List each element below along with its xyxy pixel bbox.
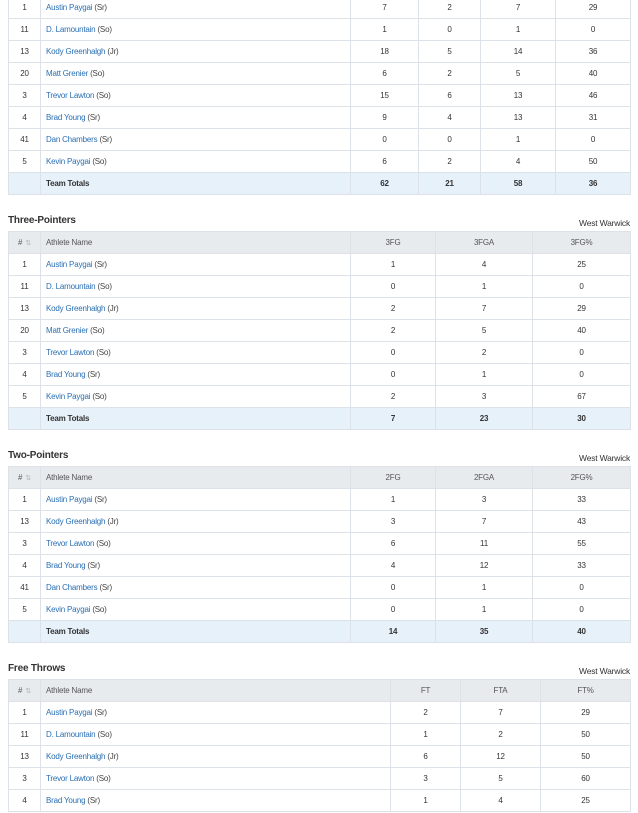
table-header [9,232,631,254]
table-row [9,364,631,386]
table-row [9,320,631,342]
table-row [9,129,631,151]
table-row [9,0,631,19]
sort-icon: ⇅ [25,240,31,247]
athlete-link[interactable]: Kody Greenhalgh [46,304,106,313]
athlete-class: (Sr) [94,260,107,269]
stat-cell: 60 [541,768,631,790]
free-throws-table [8,679,631,812]
athlete-class: (So) [92,392,107,401]
athlete-class: (Sr) [94,495,107,504]
athlete-class: (So) [90,69,105,78]
stat-cell: 0 [533,276,631,298]
stat-cell: 6 [351,151,419,173]
stat-cell: 40 [556,63,631,85]
athlete-link[interactable]: Trevor Lawton [46,539,95,548]
stat-cell: 43 [533,511,631,533]
athlete-class: (Sr) [99,583,112,592]
col-header-stat[interactable]: 2FG% [533,467,631,489]
stat-cell: 40 [533,320,631,342]
stat-cell: 0 [351,129,419,151]
athlete-class: (Jr) [107,752,119,761]
stat-cell: 33 [533,555,631,577]
table-row [9,63,631,85]
jersey-number: 5 [9,599,41,621]
table-header [9,467,631,489]
athlete-link[interactable]: Kevin Paygai [46,157,91,166]
table-row [9,746,631,768]
two-pointers-title: Two-Pointers [8,450,69,461]
athlete-class: (So) [90,326,105,335]
stat-cell: 3 [351,511,436,533]
jersey-number: 1 [9,254,41,276]
table-row [9,276,631,298]
athlete-link[interactable]: Dan Chambers [46,583,98,592]
total-cell: 14 [351,621,436,643]
stat-cell: 1 [391,790,461,812]
athlete-class: (So) [97,25,112,34]
table-row [9,511,631,533]
team-name: West Warwick [579,453,630,463]
total-cell: 35 [436,621,533,643]
stat-cell: 4 [419,107,481,129]
athlete-link[interactable]: D. Lamountain [46,25,96,34]
team-name: West Warwick [579,666,630,676]
stat-cell: 6 [351,533,436,555]
athlete-link[interactable]: Brad Young [46,561,86,570]
athlete-link[interactable]: Trevor Lawton [46,774,95,783]
stat-cell: 29 [556,0,631,19]
jersey-number: 3 [9,533,41,555]
table-row [9,724,631,746]
stat-cell: 13 [481,107,556,129]
col-header-stat[interactable]: 3FG% [533,232,631,254]
col-header-stat[interactable]: FTA [461,680,541,702]
stat-cell: 50 [541,746,631,768]
athlete-class: (Sr) [99,135,112,144]
stat-cell: 29 [541,702,631,724]
three-pointers-table [8,231,631,430]
jersey-number: 13 [9,511,41,533]
team-totals-label: Team Totals [41,173,351,195]
athlete-link[interactable]: Brad Young [46,113,86,122]
stat-cell: 2 [419,0,481,19]
stat-cell: 2 [391,702,461,724]
stat-cell: 12 [436,555,533,577]
stat-cell: 1 [436,364,533,386]
jersey-number: 20 [9,63,41,85]
stat-cell: 2 [351,320,436,342]
stat-cell: 14 [481,41,556,63]
jersey-number: 20 [9,320,41,342]
stat-cell: 3 [391,768,461,790]
stat-cell: 4 [461,790,541,812]
stat-cell: 13 [481,85,556,107]
table-header [9,680,631,702]
jersey-number: 4 [9,107,41,129]
athlete-link[interactable]: Austin Paygai [46,3,93,12]
stat-cell: 6 [419,85,481,107]
stat-cell: 0 [533,364,631,386]
stat-cell: 0 [419,129,481,151]
athlete-link[interactable]: Brad Young [46,796,86,805]
jersey-number: 1 [9,489,41,511]
jersey-number: 11 [9,19,41,41]
jersey-number: 5 [9,386,41,408]
table-row [9,254,631,276]
stat-cell: 6 [391,746,461,768]
table-row [9,577,631,599]
stat-cell: 12 [461,746,541,768]
stat-cell: 1 [351,489,436,511]
table-row [9,768,631,790]
jersey-number: 13 [9,746,41,768]
stat-cell: 25 [533,254,631,276]
stat-cell: 7 [351,0,419,19]
total-cell: 23 [436,408,533,430]
stat-cell: 33 [533,489,631,511]
jersey-number: 1 [9,702,41,724]
jersey-number: 5 [9,151,41,173]
stat-cell: 2 [436,342,533,364]
stat-cell: 2 [351,298,436,320]
athlete-class: (Sr) [87,113,100,122]
stat-cell: 50 [556,151,631,173]
team-name: West Warwick [579,218,630,228]
stat-cell: 0 [533,342,631,364]
total-cell: 30 [533,408,631,430]
jersey-number: 3 [9,768,41,790]
stat-cell: 0 [351,599,436,621]
athlete-class: (Jr) [107,517,119,526]
table-row [9,19,631,41]
table-row [9,790,631,812]
two-pointers-table [8,466,631,643]
athlete-class: (So) [92,157,107,166]
stat-cell: 0 [419,19,481,41]
jersey-number: 41 [9,129,41,151]
athlete-class: (Sr) [87,561,100,570]
athlete-link[interactable]: Kody Greenhalgh [46,752,106,761]
team-totals-label: Team Totals [41,621,351,643]
athlete-class: (Jr) [107,47,119,56]
stat-cell: 3 [436,386,533,408]
stat-cell: 9 [351,107,419,129]
jersey-number: 4 [9,790,41,812]
jersey-number: 4 [9,364,41,386]
col-header-stat[interactable]: 3FG [351,232,436,254]
stat-cell: 7 [436,298,533,320]
sort-icon: ⇅ [25,475,31,482]
stat-cell: 2 [419,63,481,85]
stat-cell: 1 [391,724,461,746]
sort-icon: ⇅ [25,688,31,695]
total-cell: 62 [351,173,419,195]
athlete-class: (So) [97,282,112,291]
athlete-class: (So) [96,348,111,357]
stat-cell: 67 [533,386,631,408]
athlete-class: (Jr) [107,304,119,313]
athlete-class: (Sr) [87,796,100,805]
athlete-link[interactable]: Matt Grenier [46,326,89,335]
col-header-stat[interactable]: 2FG [351,467,436,489]
stat-cell: 1 [481,129,556,151]
stat-cell: 2 [461,724,541,746]
athlete-link[interactable]: Austin Paygai [46,260,93,269]
stat-cell: 6 [351,63,419,85]
jersey-number: 13 [9,41,41,63]
stat-cell: 4 [481,151,556,173]
athlete-class: (So) [96,774,111,783]
athlete-class: (So) [97,730,112,739]
table-row [9,85,631,107]
total-cell: 7 [351,408,436,430]
athlete-class: (So) [96,91,111,100]
col-header-stat[interactable]: 3FGA [436,232,533,254]
athlete-link[interactable]: Kevin Paygai [46,605,91,614]
team-totals-row [9,408,631,430]
jersey-number: 41 [9,577,41,599]
stat-cell: 25 [541,790,631,812]
athlete-link[interactable]: D. Lamountain [46,282,96,291]
athlete-link[interactable]: Dan Chambers [46,135,98,144]
stat-cell: 0 [351,342,436,364]
total-cell: 40 [533,621,631,643]
jersey-number: 4 [9,555,41,577]
stat-cell: 46 [556,85,631,107]
stat-cell: 0 [533,577,631,599]
table-row [9,533,631,555]
athlete-link[interactable]: Austin Paygai [46,495,93,504]
stat-cell: 2 [351,386,436,408]
stat-cell: 50 [541,724,631,746]
athlete-link[interactable]: Austin Paygai [46,708,93,717]
table-row [9,489,631,511]
table-row [9,386,631,408]
stat-cell: 7 [461,702,541,724]
stat-cell: 0 [351,276,436,298]
stat-cell: 4 [351,555,436,577]
table-row [9,151,631,173]
jersey-number: 3 [9,342,41,364]
stat-cell: 1 [436,276,533,298]
stat-cell: 4 [436,254,533,276]
athlete-link[interactable]: Kody Greenhalgh [46,47,106,56]
stat-cell: 2 [419,151,481,173]
jersey-number: 11 [9,724,41,746]
athlete-class: (Sr) [94,708,107,717]
athlete-link[interactable]: Kevin Paygai [46,392,91,401]
table-row [9,342,631,364]
col-header-stat[interactable]: FT [391,680,461,702]
stat-cell: 1 [436,599,533,621]
stat-cell: 29 [533,298,631,320]
stat-cell: 1 [436,577,533,599]
team-totals-label: Team Totals [41,408,351,430]
table-row [9,555,631,577]
stat-cell: 7 [436,511,533,533]
athlete-link[interactable]: Matt Grenier [46,69,89,78]
jersey-number: 3 [9,85,41,107]
free-throws-title: Free Throws [8,663,66,674]
col-header-number[interactable]: # ⇅ [9,467,41,489]
col-header-number[interactable]: # ⇅ [9,680,41,702]
athlete-link[interactable]: D. Lamountain [46,730,96,739]
stat-cell: 0 [556,129,631,151]
stat-cell: 7 [481,0,556,19]
three-pointers-title: Three-Pointers [8,215,76,226]
athlete-class: (Sr) [94,3,107,12]
field-goals-table [8,0,631,195]
total-cell: 21 [419,173,481,195]
stat-cell: 5 [436,320,533,342]
stat-cell: 36 [556,41,631,63]
athlete-link[interactable]: Trevor Lawton [46,348,95,357]
stat-cell: 11 [436,533,533,555]
athlete-class: (So) [92,605,107,614]
table-row [9,298,631,320]
athlete-class: (So) [96,539,111,548]
col-header-athlete[interactable]: Athlete Name [41,467,351,489]
athlete-link[interactable]: Kody Greenhalgh [46,517,106,526]
jersey-number: 1 [9,0,41,19]
col-header-stat[interactable]: FT% [541,680,631,702]
athlete-link[interactable]: Trevor Lawton [46,91,95,100]
jersey-number: 13 [9,298,41,320]
stat-cell: 15 [351,85,419,107]
stat-cell: 1 [351,19,419,41]
jersey-number: 11 [9,276,41,298]
stat-cell: 5 [481,63,556,85]
col-header-stat[interactable]: 2FGA [436,467,533,489]
table-row [9,599,631,621]
stat-cell: 1 [351,254,436,276]
table-row [9,41,631,63]
col-header-number[interactable]: # ⇅ [9,232,41,254]
stat-cell: 5 [419,41,481,63]
stat-cell: 55 [533,533,631,555]
field-goals-rows [9,0,631,195]
stat-cell: 5 [461,768,541,790]
team-totals-row [9,621,631,643]
stat-cell: 0 [556,19,631,41]
team-totals-row [9,173,631,195]
col-header-athlete[interactable]: Athlete Name [41,232,351,254]
stat-cell: 31 [556,107,631,129]
col-header-athlete[interactable]: Athlete Name [41,680,391,702]
stat-cell: 3 [436,489,533,511]
total-cell: 36 [556,173,631,195]
stat-cell: 18 [351,41,419,63]
stat-cell: 1 [481,19,556,41]
stat-cell: 0 [351,577,436,599]
stat-cell: 0 [351,364,436,386]
athlete-link[interactable]: Brad Young [46,370,86,379]
table-row [9,107,631,129]
total-cell: 58 [481,173,556,195]
athlete-class: (Sr) [87,370,100,379]
stat-cell: 0 [533,599,631,621]
table-row [9,702,631,724]
